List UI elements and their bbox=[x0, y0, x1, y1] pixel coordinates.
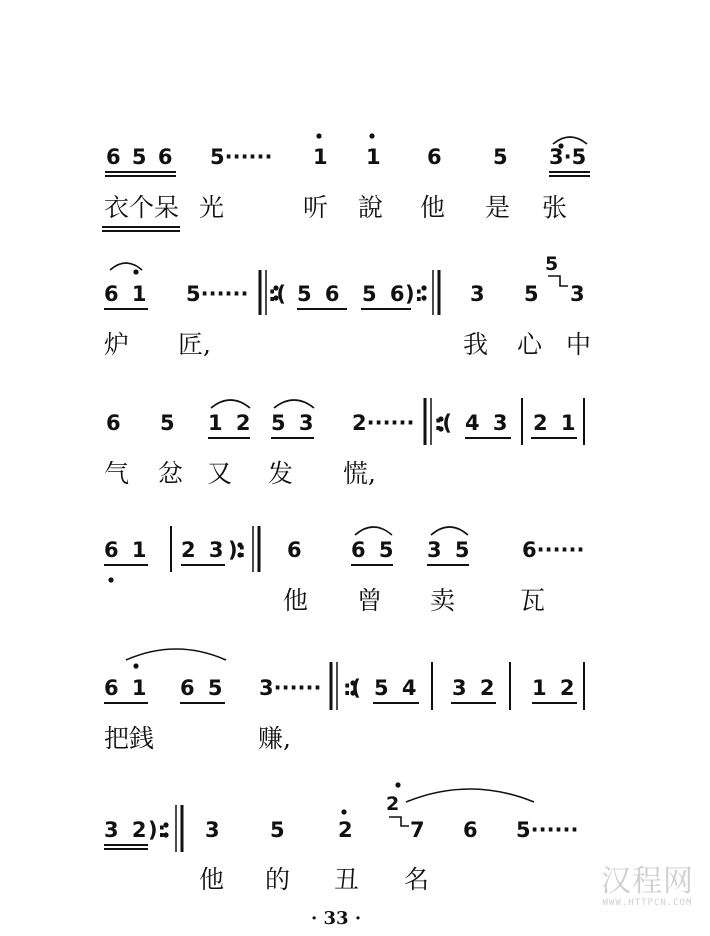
note: 5······ bbox=[516, 818, 579, 842]
note: 6 1 bbox=[104, 538, 150, 562]
lyric: 忿 bbox=[158, 459, 184, 488]
note: 1 bbox=[366, 145, 381, 169]
note: 6 5 bbox=[351, 538, 397, 562]
watermark bbox=[601, 856, 694, 908]
tie-arc bbox=[110, 263, 142, 270]
note: 3·5 bbox=[549, 145, 587, 169]
note: 5 6 bbox=[362, 282, 408, 306]
note: 6 bbox=[427, 145, 442, 169]
lyric: 慌, bbox=[343, 459, 376, 488]
lyric: 衣个呆 bbox=[104, 193, 180, 222]
note: 6······ bbox=[522, 538, 585, 562]
tie-arc bbox=[126, 649, 226, 660]
grace-note: 2 bbox=[386, 793, 400, 815]
grace-mark bbox=[548, 276, 568, 286]
note: 6 bbox=[106, 411, 121, 435]
note: 6 1 bbox=[104, 676, 150, 700]
note: 4 3 bbox=[465, 411, 511, 435]
note: :( bbox=[268, 282, 286, 306]
tie-arc bbox=[274, 400, 314, 408]
note: 2······ bbox=[352, 411, 415, 435]
note: 1 2 bbox=[208, 411, 254, 435]
tie-arc bbox=[355, 527, 392, 535]
watermark-url: WWW.HTTPCN.COM bbox=[602, 898, 693, 908]
note: 5 bbox=[270, 818, 285, 842]
note: 5 bbox=[493, 145, 508, 169]
lyric: 匠, bbox=[178, 330, 211, 359]
note: 6 bbox=[463, 818, 478, 842]
page-number: · 33 · bbox=[311, 908, 362, 929]
lyric: 炉 bbox=[104, 330, 130, 359]
lyric: 曾 bbox=[357, 586, 383, 615]
lyric: 名 bbox=[404, 865, 430, 894]
watermark-logo: 汉程网 bbox=[601, 864, 694, 899]
lyric: 丑 bbox=[334, 865, 360, 894]
note: 3 bbox=[470, 282, 485, 306]
note: ): bbox=[405, 282, 423, 306]
note: 7 bbox=[410, 818, 425, 842]
octave-dot bbox=[369, 133, 374, 138]
lyric: 說 bbox=[358, 193, 384, 222]
note: 5 bbox=[524, 282, 539, 306]
lyric: 瓦 bbox=[520, 586, 546, 615]
note: 5······ bbox=[210, 145, 273, 169]
lyric: 光 bbox=[199, 193, 225, 222]
octave-dot bbox=[133, 663, 138, 668]
note: 2 1 bbox=[533, 411, 579, 435]
note: 2 3 bbox=[181, 538, 227, 562]
note: 6 5 6 bbox=[106, 145, 175, 169]
note: 3······ bbox=[259, 676, 322, 700]
note: ): bbox=[228, 538, 246, 562]
note: 1 2 bbox=[532, 676, 578, 700]
note: 3 bbox=[570, 282, 585, 306]
octave-dot bbox=[316, 133, 321, 138]
note: 5 3 bbox=[271, 411, 317, 435]
note: 3 bbox=[205, 818, 220, 842]
note: 6 bbox=[287, 538, 302, 562]
lyric: 他 bbox=[420, 193, 446, 222]
note: 3 5 bbox=[427, 538, 473, 562]
lyric: 发 bbox=[268, 459, 294, 488]
lyric: 是 bbox=[485, 193, 511, 222]
lyric: 他 bbox=[199, 865, 225, 894]
lyric: 中 bbox=[566, 330, 592, 359]
lyric: 听 bbox=[303, 193, 329, 222]
lyric: 把銭 bbox=[104, 724, 155, 753]
tie-arc bbox=[553, 137, 587, 144]
lyric: 心 bbox=[517, 330, 543, 359]
note: 6 1 bbox=[104, 282, 150, 306]
grace-mark bbox=[389, 817, 409, 826]
octave-dot bbox=[108, 577, 113, 582]
note: :( bbox=[343, 676, 361, 700]
lyric: 赚, bbox=[258, 724, 291, 753]
note: ): bbox=[148, 818, 166, 842]
lyric: 卖 bbox=[430, 586, 456, 615]
tie-arc bbox=[431, 527, 468, 535]
lyric: 他 bbox=[283, 586, 309, 615]
lyric: 张 bbox=[542, 193, 568, 222]
note: :( bbox=[434, 411, 452, 435]
note: 5······ bbox=[186, 282, 249, 306]
note: 6 5 bbox=[180, 676, 226, 700]
note: 5 6 bbox=[297, 282, 343, 306]
note: 3 2 bbox=[104, 818, 150, 842]
grace-note: 5 bbox=[545, 253, 559, 275]
note: 5 4 bbox=[374, 676, 420, 700]
note: 3 2 bbox=[452, 676, 498, 700]
note: 2 bbox=[338, 818, 353, 842]
lyric: 的 bbox=[265, 865, 291, 894]
octave-dot bbox=[341, 809, 346, 814]
tie-arc bbox=[406, 789, 534, 802]
note: 1 bbox=[313, 145, 328, 169]
lyric: 气 bbox=[104, 459, 130, 488]
octave-dot bbox=[133, 269, 138, 274]
note: 5 bbox=[160, 411, 175, 435]
octave-dot bbox=[395, 782, 400, 787]
lyric: 我 bbox=[463, 330, 489, 359]
tie-arc bbox=[211, 400, 250, 408]
lyric: 又 bbox=[207, 459, 233, 488]
